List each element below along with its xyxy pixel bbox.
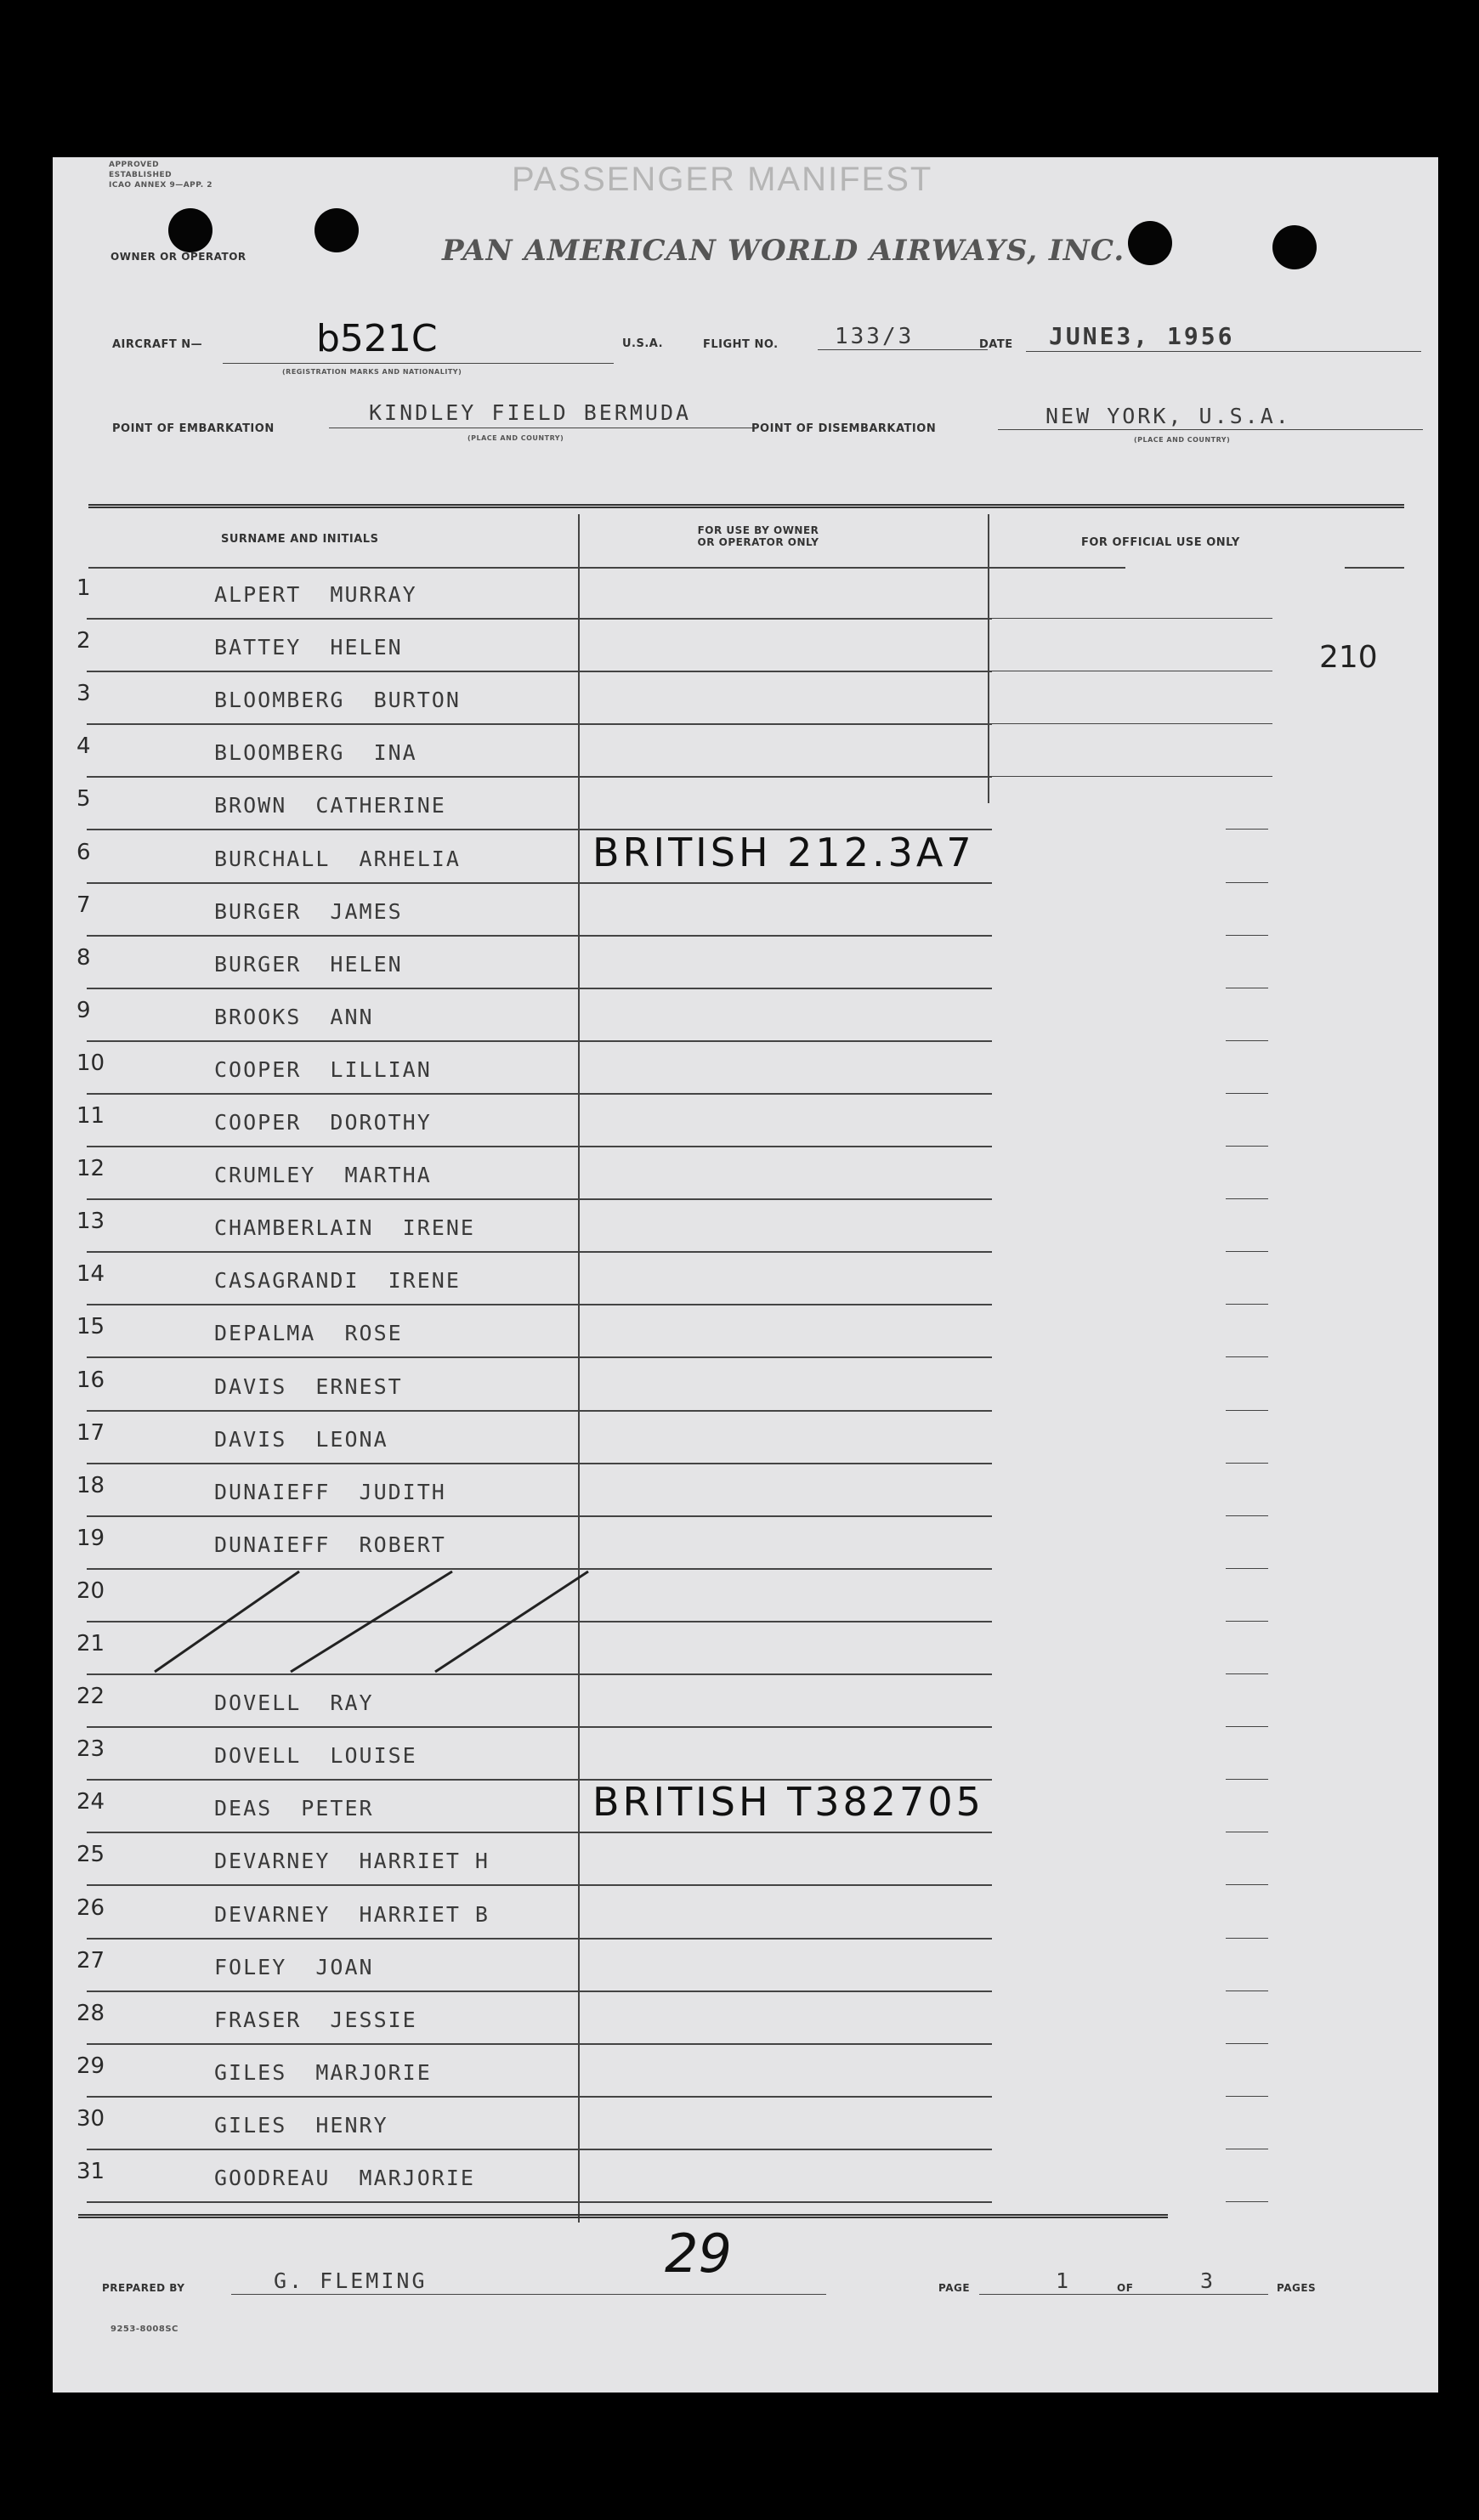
- official-rule: [1226, 1568, 1268, 1569]
- passenger-name: DEVARNEY HARRIET H: [214, 1849, 490, 1874]
- passenger-name: DEAS PETER: [214, 1796, 374, 1821]
- passenger-total: 29: [665, 2223, 732, 2285]
- row-rule: [87, 2149, 992, 2150]
- official-rule: [1226, 882, 1268, 883]
- cancel-stroke: [291, 1571, 452, 1672]
- row-number: 12: [76, 1156, 105, 1182]
- passenger-name: GILES HENRY: [214, 2112, 388, 2138]
- passenger-name: DEPALMA ROSE: [214, 1321, 403, 1346]
- row-number: 18: [76, 1472, 105, 1498]
- official-rule: [1226, 1515, 1268, 1516]
- passenger-name: CASAGRANDI IRENE: [214, 1268, 461, 1294]
- official-rule: [1226, 1040, 1268, 1041]
- embarkation-label: POINT OF EMBARKATION: [112, 422, 275, 435]
- table-top-rule: [88, 504, 1404, 508]
- passenger-name: ALPERT MURRAY: [214, 582, 417, 607]
- row-number: 6: [76, 839, 91, 865]
- icao-annex: ICAO ANNEX 9—APP. 2: [109, 181, 213, 190]
- row-number: 9: [76, 997, 91, 1023]
- passenger-name: BURGER JAMES: [214, 898, 403, 924]
- row-number: 24: [76, 1789, 105, 1815]
- row-number: 3: [76, 681, 91, 707]
- punch-hole: [1272, 225, 1317, 269]
- row-number: 10: [76, 1050, 105, 1076]
- row-number: 29: [76, 2053, 105, 2079]
- passenger-name: BLOOMBERG BURTON: [214, 688, 461, 713]
- punch-hole: [168, 208, 212, 252]
- row-rule: [87, 1093, 992, 1095]
- passenger-name: BROOKS ANN: [214, 1004, 374, 1029]
- disembarkation-label: POINT OF DISEMBARKATION: [751, 422, 937, 435]
- passport-note: BRITISH 212.3A7: [592, 829, 975, 875]
- passenger-name: DAVIS LEONA: [214, 1426, 388, 1452]
- row-number: 20: [76, 1577, 105, 1604]
- official-rule: [1226, 1251, 1268, 1252]
- cancellation-strokes: [146, 1568, 605, 1679]
- row-rule: [87, 618, 992, 620]
- row-number: 31: [76, 2159, 105, 2184]
- passenger-name: DOVELL LOUISE: [214, 1743, 417, 1769]
- passenger-name: BROWN CATHERINE: [214, 793, 446, 818]
- row-number: 5: [76, 786, 91, 813]
- cancel-stroke: [435, 1571, 588, 1672]
- passenger-name: BURGER HELEN: [214, 951, 403, 977]
- row-number: 4: [76, 733, 91, 760]
- passenger-name: BATTEY HELEN: [214, 635, 403, 660]
- passport-note: BRITISH T382705: [592, 1779, 984, 1826]
- row-rule: [87, 671, 992, 672]
- side-number: 210: [1319, 640, 1378, 675]
- passenger-name: DAVIS ERNEST: [214, 1373, 403, 1399]
- passenger-name: CHAMBERLAIN IRENE: [214, 1215, 475, 1241]
- row-number: 28: [76, 2000, 105, 2026]
- official-rule: [1226, 829, 1268, 830]
- official-rule: [1226, 1146, 1268, 1147]
- col-header-owner: FOR USE BY OWNER OR OPERATOR ONLY: [697, 524, 819, 548]
- row-number: 17: [76, 1419, 105, 1446]
- table-bottom-rule: [78, 2214, 1168, 2218]
- punch-hole: [1128, 221, 1172, 265]
- row-number: 23: [76, 1736, 105, 1763]
- row-rule: [87, 1251, 992, 1253]
- row-number: 21: [76, 1631, 105, 1656]
- form-title: PASSENGER MANIFEST: [512, 161, 933, 198]
- official-rule: [1226, 2043, 1268, 2044]
- disembarkation-value: NEW YORK, U.S.A.: [1046, 404, 1291, 428]
- pages-label: PAGES: [1277, 2282, 1317, 2294]
- disembark-caption: (PLACE AND COUNTRY): [1134, 436, 1231, 444]
- prepared-by-label: PREPARED BY: [102, 2282, 185, 2294]
- official-rule: [992, 618, 1272, 619]
- official-rule: [1226, 1938, 1268, 1939]
- registration-caption: (REGISTRATION MARKS AND NATIONALITY): [282, 368, 462, 376]
- row-number: 26: [76, 1894, 105, 1921]
- official-rule: [1226, 1410, 1268, 1411]
- passenger-name: DUNAIEFF JUDITH: [214, 1479, 446, 1504]
- page-count: 3: [1200, 2268, 1216, 2293]
- official-rule: [1226, 1356, 1268, 1357]
- official-rule: [1226, 2096, 1268, 2097]
- row-number: 30: [76, 2105, 105, 2132]
- flight-label: FLIGHT NO.: [703, 338, 779, 351]
- row-rule: [87, 776, 992, 778]
- embarkation-value: KINDLEY FIELD BERMUDA: [369, 400, 692, 425]
- col-header-official: FOR OFFICIAL USE ONLY: [1081, 536, 1240, 549]
- passenger-name: DEVARNEY HARRIET B: [214, 1901, 490, 1927]
- passenger-name: CRUMLEY MARTHA: [214, 1163, 432, 1188]
- column-divider: [578, 514, 580, 2223]
- official-rule: [1226, 1198, 1268, 1199]
- official-rule: [1226, 1621, 1268, 1622]
- official-rule: [1226, 935, 1268, 936]
- row-number: 19: [76, 1525, 105, 1551]
- official-rule: [1226, 1463, 1268, 1464]
- row-rule: [87, 882, 992, 884]
- row-rule: [87, 1198, 992, 1200]
- of-label: OF: [1117, 2282, 1134, 2294]
- row-number: 15: [76, 1314, 105, 1340]
- passenger-name: BLOOMBERG INA: [214, 740, 417, 766]
- page-label: PAGE: [938, 2282, 971, 2294]
- official-rule: [1226, 1304, 1268, 1305]
- approved-label: APPROVED: [109, 161, 160, 169]
- row-rule: [87, 2096, 992, 2098]
- official-rule: [992, 776, 1272, 777]
- row-number: 13: [76, 1209, 105, 1235]
- row-rule: [87, 1726, 992, 1728]
- row-rule: [87, 1410, 992, 1412]
- form-code: 9253-8008SC: [110, 2325, 178, 2334]
- page-number: 1: [1056, 2268, 1072, 2293]
- row-number: 1: [76, 575, 91, 601]
- flight-number: 133/3: [835, 324, 915, 349]
- prepared-by-value: G. FLEMING: [274, 2268, 428, 2293]
- official-rule: [1226, 1673, 1268, 1674]
- col-header-surname: SURNAME AND INITIALS: [221, 533, 379, 546]
- passenger-name: DOVELL RAY: [214, 1690, 374, 1716]
- passenger-name: FRASER JESSIE: [214, 2007, 417, 2032]
- row-rule: [87, 2201, 992, 2203]
- cancel-stroke: [155, 1571, 299, 1672]
- row-rule: [87, 1938, 992, 1940]
- passenger-name: FOLEY JOAN: [214, 1954, 374, 1979]
- punch-hole: [314, 208, 359, 252]
- official-rule: [1226, 1726, 1268, 1727]
- flight-date: JUNE3, 1956: [1049, 322, 1235, 350]
- row-number: 11: [76, 1103, 105, 1129]
- airline-name: PAN AMERICAN WORLD AIRWAYS, INC.: [442, 234, 1125, 268]
- aircraft-number: b521C: [316, 317, 438, 360]
- passenger-name: GILES MARJORIE: [214, 2059, 432, 2085]
- row-rule: [87, 1515, 992, 1517]
- row-rule: [87, 1356, 992, 1358]
- aircraft-label: AIRCRAFT N—: [112, 338, 203, 351]
- manifest-page: [53, 157, 1438, 2393]
- passenger-name: COOPER LILLIAN: [214, 1056, 432, 1082]
- row-rule: [87, 2043, 992, 2045]
- date-label: DATE: [979, 338, 1013, 351]
- row-rule: [87, 1463, 992, 1464]
- row-number: 7: [76, 892, 91, 918]
- usa-label: U.S.A.: [622, 337, 664, 350]
- official-rule: [1226, 2201, 1268, 2202]
- passenger-name: DUNAIEFF ROBERT: [214, 1532, 446, 1557]
- row-rule: [87, 723, 992, 725]
- passenger-name: BURCHALL ARHELIA: [214, 846, 461, 871]
- row-rule: [87, 1991, 992, 1992]
- row-rule: [87, 1040, 992, 1042]
- row-number: 25: [76, 1842, 105, 1868]
- official-rule: [1226, 1884, 1268, 1885]
- row-rule: [87, 1832, 992, 1833]
- embark-caption: (PLACE AND COUNTRY): [468, 434, 564, 442]
- row-number: 27: [76, 1947, 105, 1974]
- official-rule: [992, 723, 1272, 724]
- official-rule: [1226, 1093, 1268, 1094]
- column-divider: [988, 514, 989, 803]
- owner-label: OWNER OR OPERATOR: [110, 251, 246, 263]
- row-rule: [87, 935, 992, 937]
- row-rule: [87, 1884, 992, 1886]
- row-number: 14: [76, 1261, 105, 1288]
- passenger-name: COOPER DOROTHY: [214, 1110, 432, 1135]
- row-number: 8: [76, 944, 91, 971]
- passenger-name: GOODREAU MARJORIE: [214, 2166, 475, 2190]
- row-rule: [87, 988, 992, 989]
- row-number: 16: [76, 1367, 105, 1393]
- approved-sub-label: ESTABLISHED: [109, 171, 173, 179]
- row-number: 2: [76, 628, 91, 654]
- row-rule: [87, 1304, 992, 1305]
- row-number: 22: [76, 1684, 105, 1710]
- official-rule: [1226, 1779, 1268, 1780]
- row-rule: [87, 1146, 992, 1147]
